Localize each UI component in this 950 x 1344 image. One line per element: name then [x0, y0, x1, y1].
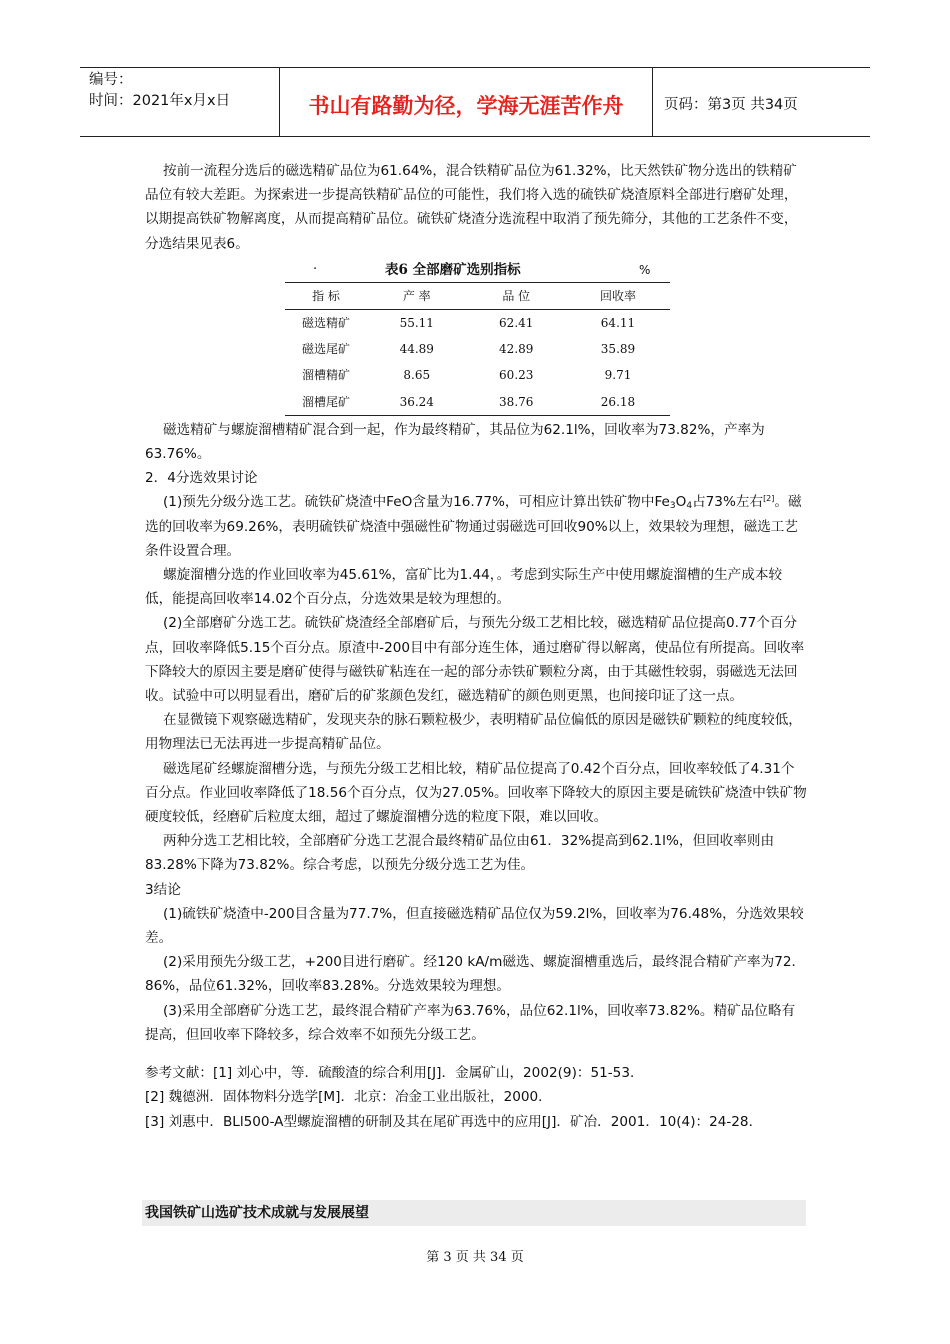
table-cell: 8.65 — [403, 368, 431, 383]
column-header: 品 位 — [466, 282, 565, 309]
date-line: 时间：2021年x月x日 — [89, 93, 231, 109]
table-title: 表6 全部磨矿选别指标 — [385, 261, 521, 278]
citation-mark: [2] — [763, 494, 775, 504]
paragraph: 磁选尾矿经螺旋溜槽分选，与预先分级工艺相比较，精矿品位提高了0.42个百分点，回收率较低了4.31个百分点。作业回收率降低了18.56个百分点，仅为27.05%。回收率下降较大的原因主要是硫铁矿烧渣中铁矿物硬度较低，经磨矿后粒度太细，超过了螺旋溜槽分选的粒度下限，难以回收。 — [145, 760, 807, 826]
table-cell: 55.11 — [399, 316, 434, 331]
paragraph: 两种分选工艺相比较，全部磨矿分选工艺混合最终精矿品位由61．32%提高到62.1l%，但回收率则由83.28%下降为73.82%。综合考虑，以预先分级分选工艺为佳。 — [145, 833, 775, 874]
conclusion-item: (1)硫铁矿烧渣中-200目含量为77.7%，但直接磁选精矿品位仅为59.2l%，回收率为76.48%，分选效果较差。 — [145, 905, 804, 947]
document-body — [145, 159, 807, 1134]
paragraph: 螺旋溜槽分选的作业回收率为45.61%，富矿比为1.44，。考虑到实际生产中使用螺旋溜槽的生产成本较低，能提高回收率14.02个百分点，分选效果是较为理想的。 — [145, 567, 783, 608]
paragraph: 在显微镜下观察磁选精矿，发现夹杂的脉石颗粒极少，表明精矿品位偏低的原因是磁铁矿颗粒的纯度较低，用物理法已无法再进一步提高精矿品位。 — [145, 712, 802, 753]
table-cell: 62.41 — [499, 316, 534, 331]
table-cell: 磁选尾矿 — [301, 342, 350, 357]
table-cell: 溜槽尾矿 — [285, 389, 367, 416]
header-bottom-rule — [80, 136, 870, 137]
header-meta — [89, 70, 230, 112]
table-6 — [145, 258, 807, 414]
serial-label: 编号： — [89, 72, 133, 88]
column-header: 指 标 — [285, 282, 367, 309]
table-cell: 35.89 — [600, 342, 636, 357]
table-cell: 38.76 — [466, 389, 565, 416]
header-page-info: 页码：第3页 共34页 — [664, 97, 798, 113]
table-cell: 26.18 — [566, 389, 670, 416]
data-table — [285, 282, 670, 416]
table-row — [285, 362, 670, 388]
table-cell: 36.24 — [367, 389, 466, 416]
table-cell: 64.11 — [600, 316, 636, 331]
section-heading: 2．4分选效果讨论 — [145, 470, 258, 487]
table-cell: 溜槽精矿 — [301, 368, 350, 383]
table-cell: 44.89 — [399, 342, 434, 357]
paragraph: 磁选精矿与螺旋溜槽精矿混合到一起，作为最终精矿，其品位为62.1l%，回收率为73.82%，产率为63.76%。 — [145, 421, 765, 463]
page-footer: 第 3 页 共 34 页 — [426, 1250, 524, 1265]
next-section-title: 我国铁矿山选矿技术成就与发展展望 — [142, 1200, 806, 1226]
table-cell: 磁选精矿 — [301, 316, 350, 331]
header-top-rule — [80, 67, 870, 68]
table-row — [285, 389, 670, 416]
reference-item: [2] 魏德洲．固体物料分选学[M]．北京：冶金工业出版社，2000． — [145, 1089, 552, 1106]
paragraph: (2)全部磨矿分选工艺。硫铁矿烧渣经全部磨矿后，与预先分级工艺相比较，磁选精矿品位提高0.77个百分点，回收率降低5.15个百分点。原渣中-200目中有部分连生体，通过磨矿得以解离，使品位有所提高。回收率下降较大的原因主要是磨矿使得与磁铁矿粘连在一起的部分赤铁矿颗粒分离，由于其磁性较弱，弱磁选无法回收。试验中可以明显看出，磨矿后的矿浆颜色发红，磁选精矿的颜色则更黑，也间接印证了这一点。 — [145, 615, 805, 705]
paragraph: (1)预先分级分选工艺。硫铁矿烧渣中FeO含量为16.77%，可相应计算出铁矿物中$Fe_3O_4$占73%左右[2]。磁选的回收率为69.26%，表明硫铁矿烧渣中强磁性矿物通过弱磁选可回收90%以上，效果较为理想，磁选工艺条件设置合理。 — [145, 494, 802, 559]
column-header: 产 率 — [367, 282, 466, 309]
column-header: 回收率 — [566, 282, 670, 309]
table-unit: % — [639, 262, 651, 277]
paragraph: 按前一流程分选后的磁选精矿品位为61.64%，混合铁精矿品位为61.32%，比天然铁矿物分选出的铁精矿品位有较大差距。为探索进一步提高铁精矿品位的可能性，我们将入选的硫铁矿烧渣原料全部进行磨矿处理，以期提高铁矿物解离度，从而提高精矿品位。硫铁矿烧渣分选流程中取消了预先筛分，其他的工艺条件不变，分选结果见表6。 — [145, 163, 798, 252]
table-row — [285, 336, 670, 362]
table-cell: 9.71 — [604, 368, 632, 383]
reference-item: 参考文献：[1] 刘心中，等．硫酸渣的综合利用[J]．金属矿山，2002(9)：51-53． — [145, 1065, 644, 1082]
table-cell: 60.23 — [499, 368, 534, 383]
table-row — [285, 310, 670, 337]
reference-item: [3] 刘惠中．BLl500-A型螺旋溜槽的研制及其在尾矿再选中的应用[J]．矿冶．2001．10(4)：24-28． — [145, 1113, 763, 1130]
conclusion-item: (2)采用预先分级工艺，+200目进行磨矿。经120 kA/m磁选、螺旋溜槽重选后，最终混合精矿产率为72．86%，品位61.32%，回收率83.28%。分选效果较为理想。 — [145, 954, 806, 995]
header-divider-right — [652, 67, 653, 136]
section-heading: 3结论 — [145, 881, 181, 898]
table-mark: · — [313, 261, 318, 277]
conclusion-item: (3)采用全部磨矿分选工艺，最终混合精矿产率为63.76%，品位62.1l%，回收率73.82%。精矿品位略有提高，但回收率下降较多，综合效率不如预先分级工艺。 — [145, 1002, 796, 1043]
table-header-row — [285, 282, 670, 309]
header-motto: 书山有路勤为径，学海无涯苦作舟 — [308, 93, 624, 118]
table-cell: 42.89 — [499, 342, 534, 357]
